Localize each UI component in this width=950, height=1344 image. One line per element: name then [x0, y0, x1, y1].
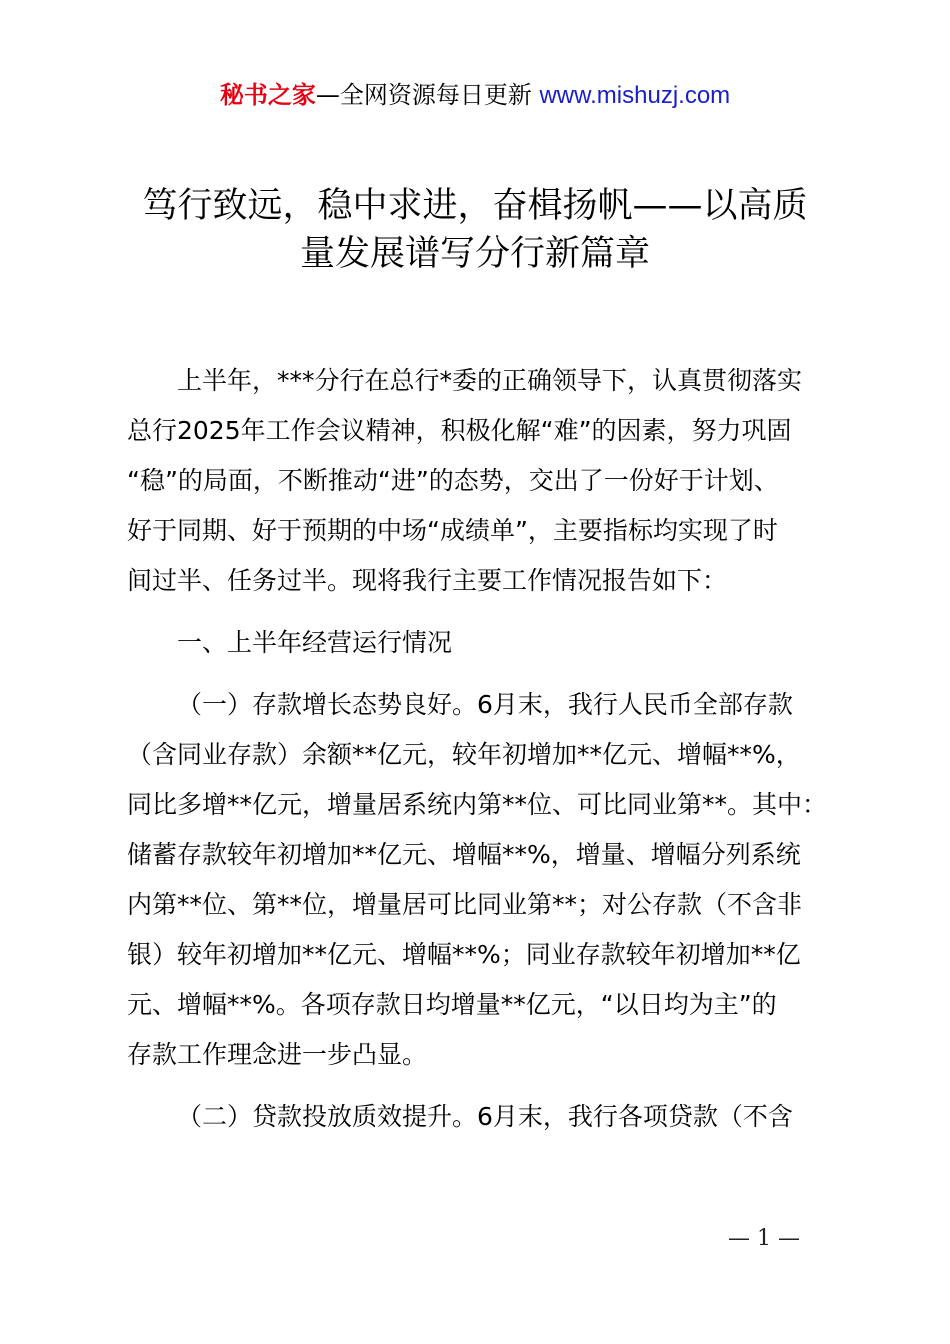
title-line: 笃行致远，稳中求进，奋楫扬帆——以高质	[142, 186, 808, 226]
document-body	[127, 356, 862, 1142]
intro-paragraph	[127, 356, 862, 606]
text-line: 总行2025年工作会议精神，积极化解“难”的因素，努力巩固	[127, 416, 792, 445]
text-line: 银）较年初增加**亿元、增幅**%；同业存款较年初增加**亿	[127, 940, 801, 969]
text-line: 间过半、任务过半。现将我行主要工作情况报告如下：	[127, 566, 728, 595]
text-line: （含同业存款）余额**亿元，较年初增加**亿元、增幅**%，	[127, 740, 801, 769]
text-line: 内第**位、第**位，增量居可比同业第**；对公存款（不含非	[127, 890, 803, 919]
text-line: 好于同期、好于预期的中场“成绩单”，主要指标均实现了时	[127, 516, 778, 545]
section-heading	[127, 618, 862, 668]
site-url[interactable]: www.mishuzj.com	[539, 82, 731, 109]
text-line: 元、增幅**%。各项存款日均增量**亿元，“以日均为主”的	[127, 990, 777, 1019]
text-line: 存款工作理念进一步凸显。	[127, 1040, 428, 1069]
deposits-paragraph	[127, 680, 862, 1080]
text-line: 同比多增**亿元，增量居系统内第**位、可比同业第**。其中：	[127, 790, 828, 819]
site-watermark-header	[0, 78, 950, 113]
text-line: （二）贷款投放质效提升。6月末，我行各项贷款（不含	[177, 1102, 793, 1131]
page-number: — 1 —	[728, 1226, 800, 1251]
title-line: 量发展谱写分行新篇章	[299, 234, 650, 274]
site-brand: 秘书之家	[219, 81, 316, 109]
loans-paragraph	[127, 1092, 862, 1142]
text-line: “稳”的局面，不断推动“进”的态势，交出了一份好于计划、	[127, 466, 779, 495]
text-line: 储蓄存款较年初增加**亿元、增幅**%，增量、增幅分列系统	[127, 840, 801, 869]
site-tagline: —全网资源每日更新	[315, 81, 540, 109]
section-1-heading: 一、上半年经营运行情况	[177, 628, 453, 657]
text-line: 上半年，***分行在总行*委的正确领导下，认真贯彻落实	[177, 366, 803, 395]
text-line: （一）存款增长态势良好。6月末，我行人民币全部存款	[177, 690, 793, 719]
document-title	[100, 182, 850, 278]
